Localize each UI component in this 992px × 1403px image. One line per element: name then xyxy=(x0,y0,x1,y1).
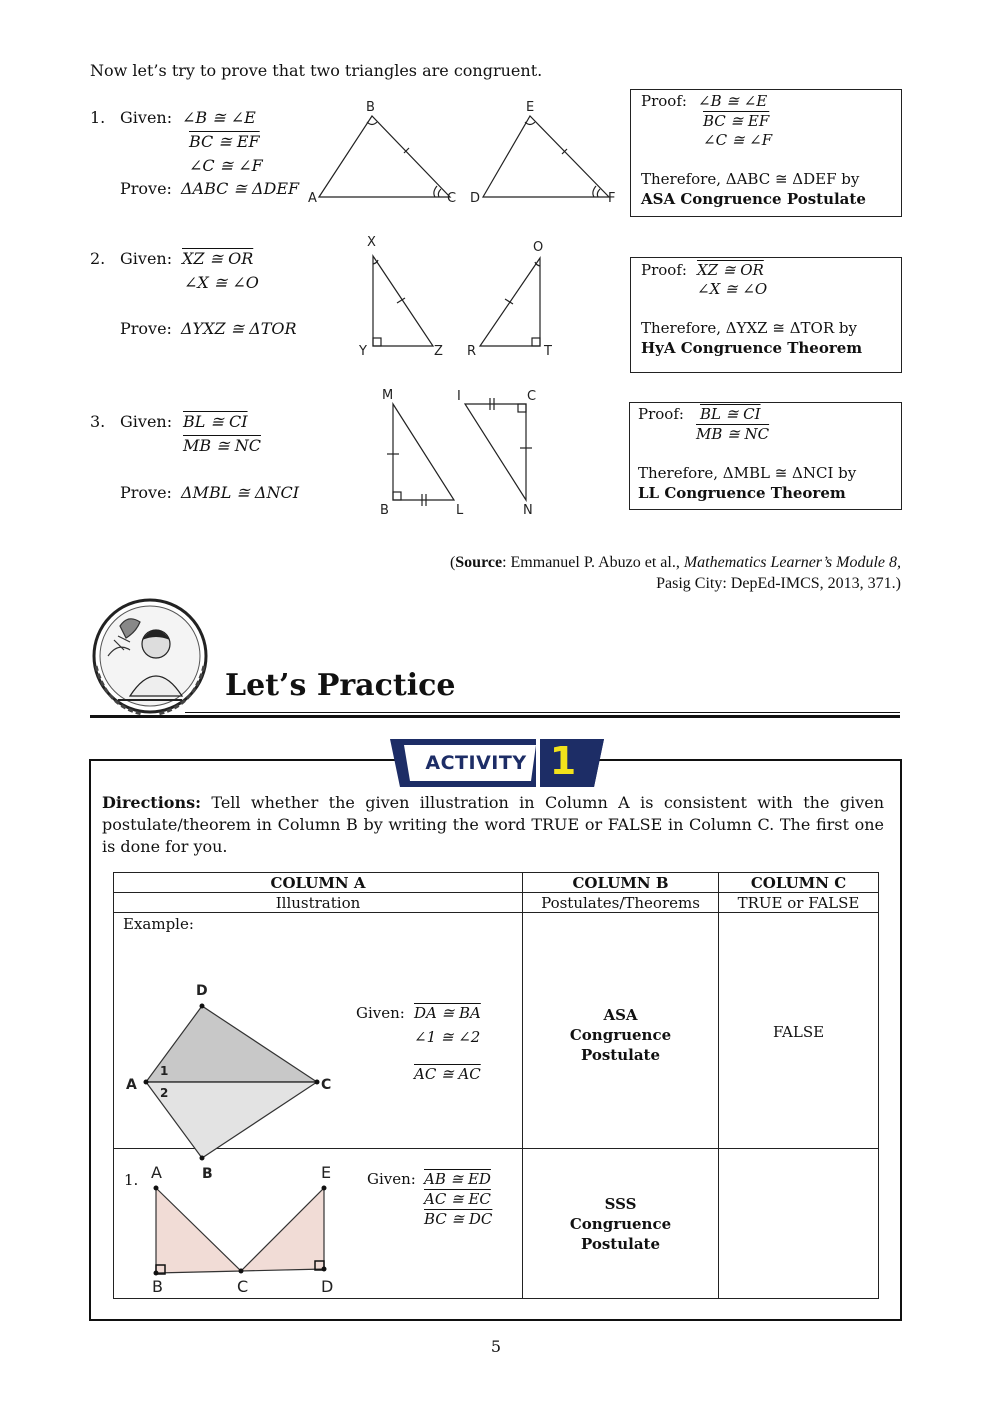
problem-3-prove: ΔMBL ≅ ΔNCI xyxy=(181,483,300,502)
vertex-b: B xyxy=(380,503,389,518)
title-divider-thin xyxy=(185,712,900,713)
problem-1-number: 1. xyxy=(90,108,106,127)
problem-3-given-label: Given: xyxy=(120,412,173,431)
proof-label: Proof: xyxy=(641,261,687,279)
problem-3-number: 3. xyxy=(90,412,106,431)
angle-1-label: 1 xyxy=(160,1064,169,1078)
vertex-a: A xyxy=(126,1077,137,1093)
problem-1-prove-label: Prove: xyxy=(120,179,172,198)
vertex-b: B xyxy=(366,100,375,115)
vertex-c: C xyxy=(321,1077,332,1093)
source-line2: Pasig City: DepEd-IMCS, 2013, 371.) xyxy=(656,575,901,592)
item-1-answer-cell[interactable] xyxy=(719,1149,879,1299)
problem-1-given-2: BC ≅ EF xyxy=(189,132,260,151)
proof-line: XZ ≅ OR xyxy=(697,261,764,279)
directions-label: Directions: xyxy=(102,793,201,812)
example-label: Example: xyxy=(123,915,194,933)
item-1-postulate xyxy=(523,1194,718,1254)
vertex-o: O xyxy=(533,240,544,255)
column-b-header: COLUMN B xyxy=(523,873,719,893)
vertex-e: E xyxy=(526,100,535,115)
item-1-number: 1. xyxy=(124,1171,139,1189)
column-c-header: COLUMN C xyxy=(719,873,879,893)
problem-1-prove: ΔABC ≅ ΔDEF xyxy=(181,179,300,198)
triangle-abc xyxy=(156,1188,241,1273)
directions-text: Tell whether the given illustration in Column A is consistent with the given postulate/theorem in Column B by writing the word TRUE or FALSE in Column C. The first one is done for you. xyxy=(102,793,884,856)
vertex-m: M xyxy=(382,388,394,403)
column-c-subheader: TRUE or FALSE xyxy=(719,893,879,913)
table-row xyxy=(114,1149,879,1299)
problem-3-given-1: BL ≅ CI xyxy=(183,412,248,431)
problem-1-given-3: ∠C ≅ ∠F xyxy=(189,156,263,175)
vertex-y: Y xyxy=(359,344,367,359)
item-1-given-1: AB ≅ ED xyxy=(424,1170,491,1188)
vertex-c: C xyxy=(527,389,537,404)
example-postulate-cell xyxy=(523,913,719,1149)
vertex-c: C xyxy=(447,191,457,206)
triangle-bac xyxy=(146,1082,317,1158)
proof-label: Proof: xyxy=(641,92,687,110)
proof-reason: HyA Congruence Theorem xyxy=(641,339,863,357)
example-answer-cell xyxy=(719,913,879,1149)
item-1-triangles-figure xyxy=(140,1157,352,1297)
item-1-illustration-cell xyxy=(114,1149,523,1299)
postulate-line: SSS xyxy=(604,1195,637,1213)
vertex-d: D xyxy=(196,983,208,999)
example-kite-figure xyxy=(122,937,342,1182)
postulate-line: ASA xyxy=(603,1006,638,1024)
vertex-z: Z xyxy=(434,344,443,359)
triangle-edc xyxy=(241,1188,324,1271)
vertex-d: D xyxy=(470,191,481,206)
postulate-line: Postulate xyxy=(580,1046,661,1064)
problem-1-given-label: Given: xyxy=(120,108,173,127)
page-number: 5 xyxy=(490,1337,502,1356)
problem-1-proof-box xyxy=(630,89,902,217)
problem-1-given-1: ∠B ≅ ∠E xyxy=(182,108,256,127)
problem-2-given-2: ∠X ≅ ∠O xyxy=(184,273,259,292)
proof-line: MB ≅ NC xyxy=(696,425,770,443)
vertex-x: X xyxy=(367,235,376,250)
vertex-e: E xyxy=(321,1163,332,1182)
vertex-b: B xyxy=(202,1166,213,1182)
vertex-a: A xyxy=(151,1163,162,1182)
problem-3-proof-box xyxy=(629,402,902,510)
column-a-header: COLUMN A xyxy=(114,873,523,893)
source-citation: (Source: Emmanuel P. Abuzo et al., Mathematics Learner’s Module 8, Pasig City: DepEd-IMCS, 2013, 371.) xyxy=(449,554,901,592)
proof-label: Proof: xyxy=(638,405,684,423)
triangle-mbl xyxy=(393,404,454,500)
problem-3-triangles-figure xyxy=(370,384,550,519)
proof-reason: LL Congruence Theorem xyxy=(638,484,846,502)
problem-2-triangles-figure xyxy=(355,230,565,360)
postulate-line: Postulate xyxy=(580,1235,661,1253)
proof-line: ∠B ≅ ∠E xyxy=(698,92,768,110)
intro-text: Now let’s try to prove that two triangles are congruent. xyxy=(90,61,543,80)
section-title: Let’s Practice xyxy=(225,668,456,703)
problem-1-triangles-figure xyxy=(305,98,630,210)
activity-directions xyxy=(102,792,884,858)
problem-2-prove: ΔYXZ ≅ ΔTOR xyxy=(181,319,297,338)
activity-banner-word: ACTIVITY xyxy=(425,752,527,774)
vertex-l: L xyxy=(456,503,464,518)
proof-line: ∠X ≅ ∠O xyxy=(697,280,768,298)
source-title: Mathematics Learner’s Module 8, xyxy=(683,554,901,571)
activity-banner-number: 1 xyxy=(549,739,577,783)
triangle-def xyxy=(483,116,609,197)
vertex-r: R xyxy=(467,344,477,359)
postulate-line: Congruence xyxy=(569,1215,672,1233)
triangle-nci xyxy=(465,404,526,500)
problem-2-given-1: XZ ≅ OR xyxy=(182,249,254,268)
proof-line: ∠C ≅ ∠F xyxy=(703,131,773,149)
item-1-given-2: AC ≅ EC xyxy=(424,1190,491,1208)
example-given-3: AC ≅ AC xyxy=(414,1065,481,1083)
example-given-label: Given: xyxy=(356,1004,405,1022)
vertex-t: T xyxy=(544,344,552,359)
triangle-abc xyxy=(319,116,450,197)
example-postulate xyxy=(523,1005,718,1065)
proof-line: BC ≅ EF xyxy=(703,112,770,130)
postulate-line: Congruence xyxy=(569,1026,672,1044)
problem-3-prove-label: Prove: xyxy=(120,483,172,502)
proof-therefore: Therefore, ΔABC ≅ ΔDEF by xyxy=(641,170,860,188)
column-a-subheader: Illustration xyxy=(114,893,523,913)
vertex-i: I xyxy=(457,389,461,404)
vertex-a: A xyxy=(308,191,317,206)
vertex-f: F xyxy=(608,191,616,206)
vertex-d: D xyxy=(321,1277,334,1296)
example-given-1: DA ≅ BA xyxy=(414,1004,481,1022)
item-1-postulate-cell xyxy=(523,1149,719,1299)
angle-2-label: 2 xyxy=(160,1086,169,1100)
proof-reason: ASA Congruence Postulate xyxy=(641,190,866,208)
column-b-subheader: Postulates/Theorems xyxy=(523,893,719,913)
problem-2-prove-label: Prove: xyxy=(120,319,172,338)
source-text: : Emmanuel P. Abuzo et al., xyxy=(502,554,684,571)
proof-therefore: Therefore, ΔMBL ≅ ΔNCI by xyxy=(638,464,857,482)
table-row xyxy=(114,913,879,1149)
proof-therefore: Therefore, ΔYXZ ≅ ΔTOR by xyxy=(641,319,857,337)
vertex-n: N xyxy=(523,503,533,518)
example-given-2: ∠1 ≅ ∠2 xyxy=(414,1028,481,1046)
vertex-b: B xyxy=(152,1277,163,1296)
problem-3-given-2: MB ≅ NC xyxy=(183,436,261,455)
problem-2-number: 2. xyxy=(90,249,106,268)
proof-line: BL ≅ CI xyxy=(700,405,761,423)
title-divider xyxy=(90,715,900,718)
item-1-given-3: BC ≅ DC xyxy=(424,1210,493,1228)
triangle-dac xyxy=(146,1006,317,1082)
problem-2-given-label: Given: xyxy=(120,249,173,268)
activity-table xyxy=(113,872,879,1299)
example-answer: FALSE xyxy=(772,1023,825,1041)
triangle-yxz xyxy=(373,256,433,346)
vertex-c: C xyxy=(237,1277,249,1296)
student-emblem-icon xyxy=(90,596,214,720)
item-1-given-label: Given: xyxy=(367,1170,416,1188)
source-label: Source xyxy=(455,554,503,571)
problem-2-proof-box xyxy=(630,257,902,373)
